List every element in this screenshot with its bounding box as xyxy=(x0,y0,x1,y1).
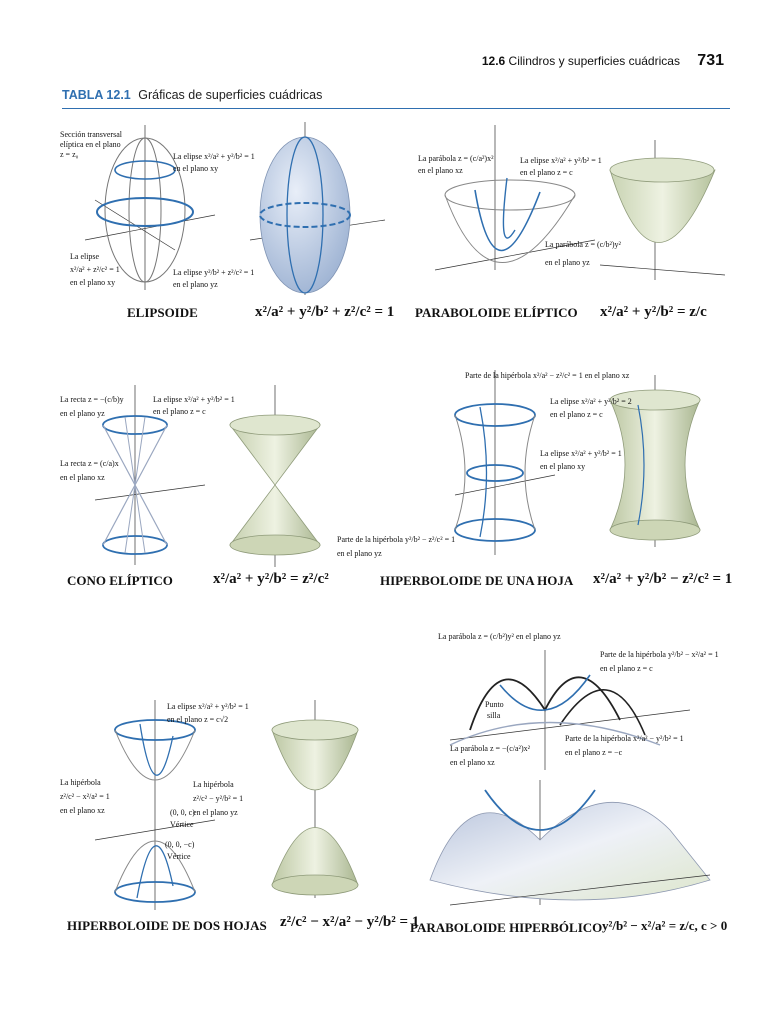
hp-note-9: en el plano z = −c xyxy=(565,748,623,757)
elliptic-paraboloid-wireframe xyxy=(415,120,600,280)
elliptic-cone-equation: x²/a² + y²/b² = z²/c² xyxy=(213,571,329,587)
ep-note-1: La parábola z = (c/a²)x² xyxy=(418,154,494,163)
h1-note-2: La elipse x²/a² + y²/b² = 2 xyxy=(550,397,632,406)
cone-note-1: La recta z = −(c/b)y xyxy=(60,395,124,404)
h1-note-7: en el plano yz xyxy=(337,549,382,558)
elliptic-cone-name: CONO ELÍPTICO xyxy=(67,573,173,588)
table-label: TABLA 12.1 xyxy=(62,88,131,102)
ellipsoid-note-3: z = z₀ xyxy=(60,150,79,159)
ellipsoid-note-6: La elipse xyxy=(70,252,100,261)
hyperboloid-two-sheets-wireframe xyxy=(55,700,255,910)
h2-note-4: z²/c² − x²/a² = 1 xyxy=(60,792,110,801)
h1-note-5: en el plano xy xyxy=(540,462,586,471)
section-title: Cilindros y superficies cuádricas xyxy=(508,54,680,68)
ellipsoid-name: ELIPSOIDE xyxy=(127,305,198,320)
running-header xyxy=(482,52,724,70)
hyperboloid-one-sheet-name: HIPERBOLOIDE DE UNA HOJA xyxy=(380,573,574,588)
h2-note-12: Vértice xyxy=(167,852,191,861)
ellipsoid-note-1: Sección transversal xyxy=(60,130,122,139)
hyperbolic-paraboloid-panel xyxy=(410,630,740,940)
cone-note-4: en el plano z = c xyxy=(153,407,206,416)
elliptic-cone-shaded xyxy=(220,385,330,570)
cone-note-6: en el plano xz xyxy=(60,473,105,482)
elliptic-paraboloid-name: PARABOLOIDE ELÍPTICO xyxy=(415,305,578,320)
hyperboloid-two-sheets-panel xyxy=(55,700,420,940)
hyperboloid-two-sheets-shaded xyxy=(260,700,370,900)
hyperboloid-two-sheets-name: HIPERBOLOIDE DE DOS HOJAS xyxy=(67,918,267,933)
hp-note-8: Parte de la hipérbola x²/a² − y²/b² = 1 xyxy=(565,734,684,743)
h2-note-9: (0, 0, c) xyxy=(170,808,195,817)
hp-note-2: Parte de la hipérbola y²/b² − x²/a² = 1 xyxy=(600,650,719,659)
ellipsoid-note-9: La elipse y²/b² + z²/c² = 1 xyxy=(173,268,255,277)
hyperboloid-one-sheet-panel xyxy=(335,365,735,595)
ep-note-6: en el plano yz xyxy=(545,258,590,267)
ellipsoid-panel xyxy=(55,120,395,330)
ellipsoid-note-10: en el plano yz xyxy=(173,280,218,289)
hp-note-6: La parábola z = −(c/a²)x² xyxy=(450,744,530,753)
header-rule xyxy=(62,108,730,109)
elliptic-paraboloid-equation: x²/a² + y²/b² = z/c xyxy=(600,304,707,320)
elliptic-paraboloid-shaded xyxy=(600,140,725,285)
ellipsoid-note-8: en el plano xy xyxy=(70,278,116,287)
h2-note-8: en el plano yz xyxy=(193,808,238,817)
ellipsoid-note-7: x²/a² + z²/c² = 1 xyxy=(70,265,120,274)
ep-note-2: en el plano xz xyxy=(418,166,463,175)
ellipsoid-note-4: La elipse x²/a² + y²/b² = 1 xyxy=(173,152,255,161)
hp-note-5: silla xyxy=(487,711,501,720)
h1-note-4: La elipse x²/a² + y²/b² = 1 xyxy=(540,449,622,458)
h2-note-11: (0, 0, −c) xyxy=(165,840,195,849)
ellipsoid-shaded xyxy=(240,120,390,300)
hyperbolic-paraboloid-name: PARABOLOIDE HIPERBÓLICO xyxy=(410,920,603,935)
page-number: 731 xyxy=(697,52,724,69)
cone-note-5: La recta z = (c/a)x xyxy=(60,459,119,468)
h1-note-1: Parte de la hipérbola x²/a² − z²/c² = 1 en el plano xz xyxy=(465,371,630,380)
h2-note-5: en el plano xz xyxy=(60,806,105,815)
cone-note-3: La elipse x²/a² + y²/b² = 1 xyxy=(153,395,235,404)
h2-note-1: La elipse x²/a² + y²/b² = 1 xyxy=(167,702,249,711)
elliptic-paraboloid-panel xyxy=(415,120,735,330)
h2-note-3: La hipérbola xyxy=(60,778,101,787)
ep-note-5: La parábola z = (c/b²)y² xyxy=(545,240,621,249)
hp-note-7: en el plano xz xyxy=(450,758,495,767)
ep-note-3: La elipse x²/a² + y²/b² = 1 xyxy=(520,156,602,165)
hp-note-4: Punto xyxy=(485,700,504,709)
h2-note-2: en el plano z = c√2 xyxy=(167,715,229,724)
table-title: Gráficas de superficies cuádricas xyxy=(138,88,323,102)
hyperboloid-one-sheet-equation: x²/a² + y²/b² − z²/c² = 1 xyxy=(593,571,733,587)
hp-note-3: en el plano z = c xyxy=(600,664,653,673)
ep-note-4: en el plano z = c xyxy=(520,168,573,177)
ellipsoid-note-5: en el plano xy xyxy=(173,164,219,173)
hyperboloid-two-sheets-equation: z²/c² − x²/a² − y²/b² = 1 xyxy=(280,914,420,930)
table-caption xyxy=(62,88,322,102)
ellipsoid-equation: x²/a² + y²/b² + z²/c² = 1 xyxy=(255,304,395,320)
ellipsoid-note-2: elíptica en el plano xyxy=(60,140,121,149)
h2-note-6: La hipérbola xyxy=(193,780,234,789)
h2-note-7: z²/c² − y²/b² = 1 xyxy=(193,794,244,803)
h1-note-3: en el plano z = c xyxy=(550,410,603,419)
hyperbolic-paraboloid-shaded xyxy=(410,780,720,910)
h2-note-10: Vértice xyxy=(170,820,194,829)
hyperboloid-one-sheet-wireframe xyxy=(335,365,535,560)
cone-note-2: en el plano yz xyxy=(60,409,105,418)
section-number: 12.6 xyxy=(481,54,506,68)
hyperbolic-paraboloid-equation: y²/b² − x²/a² = z/c, c > 0 xyxy=(602,918,728,933)
hp-note-1: La parábola z = (c/b²)y² en el plano yz xyxy=(438,632,561,641)
h1-note-6: Parte de la hipérbola y²/b² − z²/c² = 1 xyxy=(337,535,456,544)
